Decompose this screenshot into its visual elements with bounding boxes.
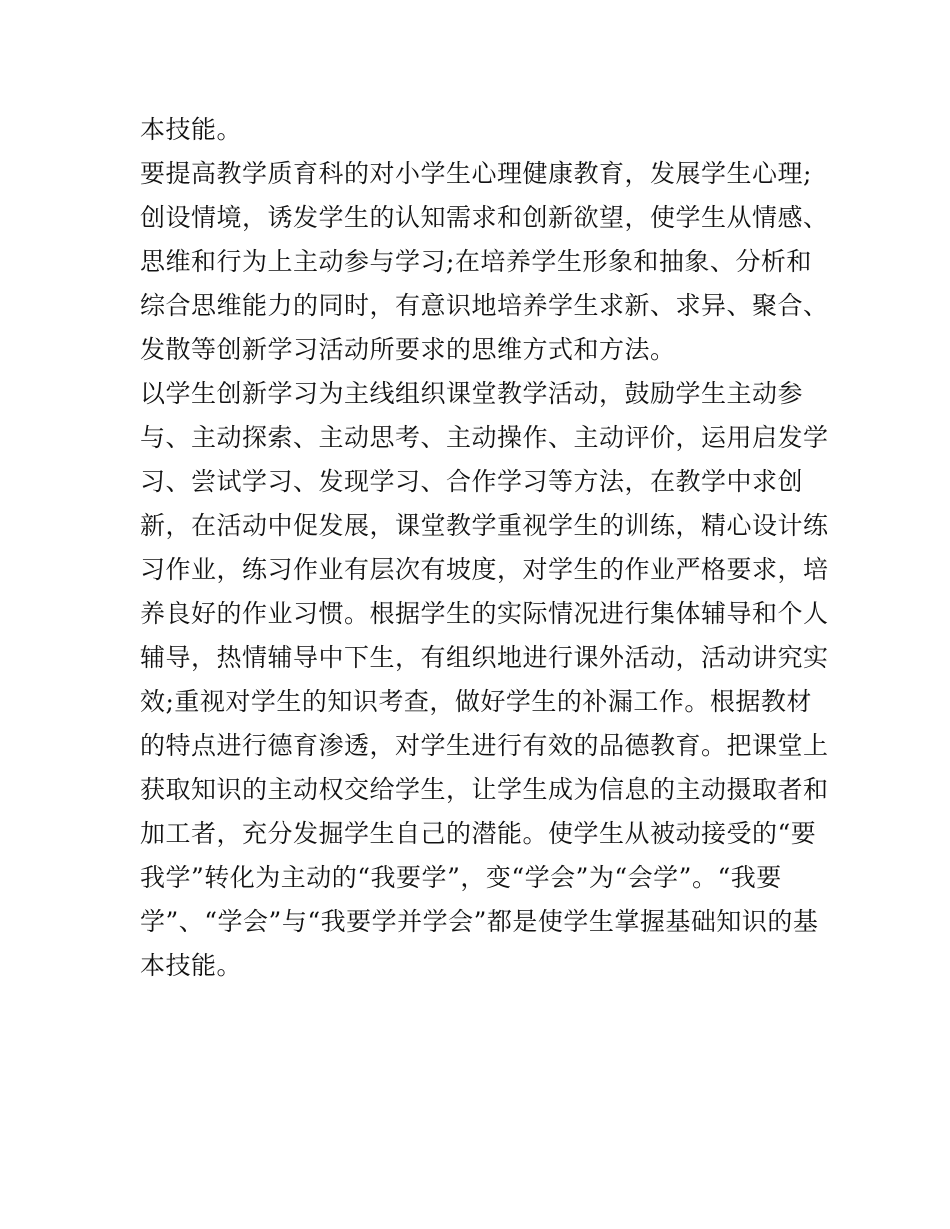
- body-text: [140, 108, 830, 988]
- text-line: 要提高教学质育科的对小学生心理健康教育，发展学生心理;: [140, 159, 812, 188]
- text-line: 加工者，充分发掘学生自己的潜能。使学生从被动接受的“要: [140, 819, 817, 848]
- text-line: 与、主动探索、主动思考、主动操作、主动评价，运用启发学: [140, 423, 829, 452]
- text-line: 辅导，热情辅导中下生，有组织地进行课外活动，活动讲究实: [140, 643, 829, 672]
- text-line: 发散等创新学习活动所要求的思维方式和方法。: [140, 335, 676, 364]
- text-line: 本技能。: [140, 115, 243, 144]
- text-line: 的特点进行德育渗透，对学生进行有效的品德教育。把课堂上: [140, 731, 829, 760]
- text-line: 思维和行为上主动参与学习;在培养学生形象和抽象、分析和: [140, 247, 812, 276]
- text-line: 本技能。: [140, 951, 243, 980]
- text-line: 养良好的作业习惯。根据学生的实际情况进行集体辅导和个人: [140, 599, 829, 628]
- text-line: 创设情境，诱发学生的认知需求和创新欲望，使学生从情感、: [140, 203, 829, 232]
- text-line: 习作业，练习作业有层次有坡度，对学生的作业严格要求，培: [140, 555, 829, 584]
- text-line: 效;重视对学生的知识考查，做好学生的补漏工作。根据教材: [140, 687, 812, 716]
- text-line: 获取知识的主动权交给学生，让学生成为信息的主动摄取者和: [140, 775, 829, 804]
- text-line: 习、尝试学习、发现学习、合作学习等方法，在教学中求创: [140, 467, 804, 496]
- text-line: 学”、“学会”与“我要学并学会”都是使学生掌握基础知识的基: [140, 907, 819, 936]
- text-line: 新，在活动中促发展，课堂教学重视学生的训练，精心设计练: [140, 511, 829, 540]
- text-line: 我学”转化为主动的“我要学”，变“学会”为“会学”。“我要: [140, 863, 782, 892]
- text-line: 综合思维能力的同时，有意识地培养学生求新、求异、聚合、: [140, 291, 829, 320]
- text-line: 以学生创新学习为主线组织课堂教学活动，鼓励学生主动参: [140, 379, 804, 408]
